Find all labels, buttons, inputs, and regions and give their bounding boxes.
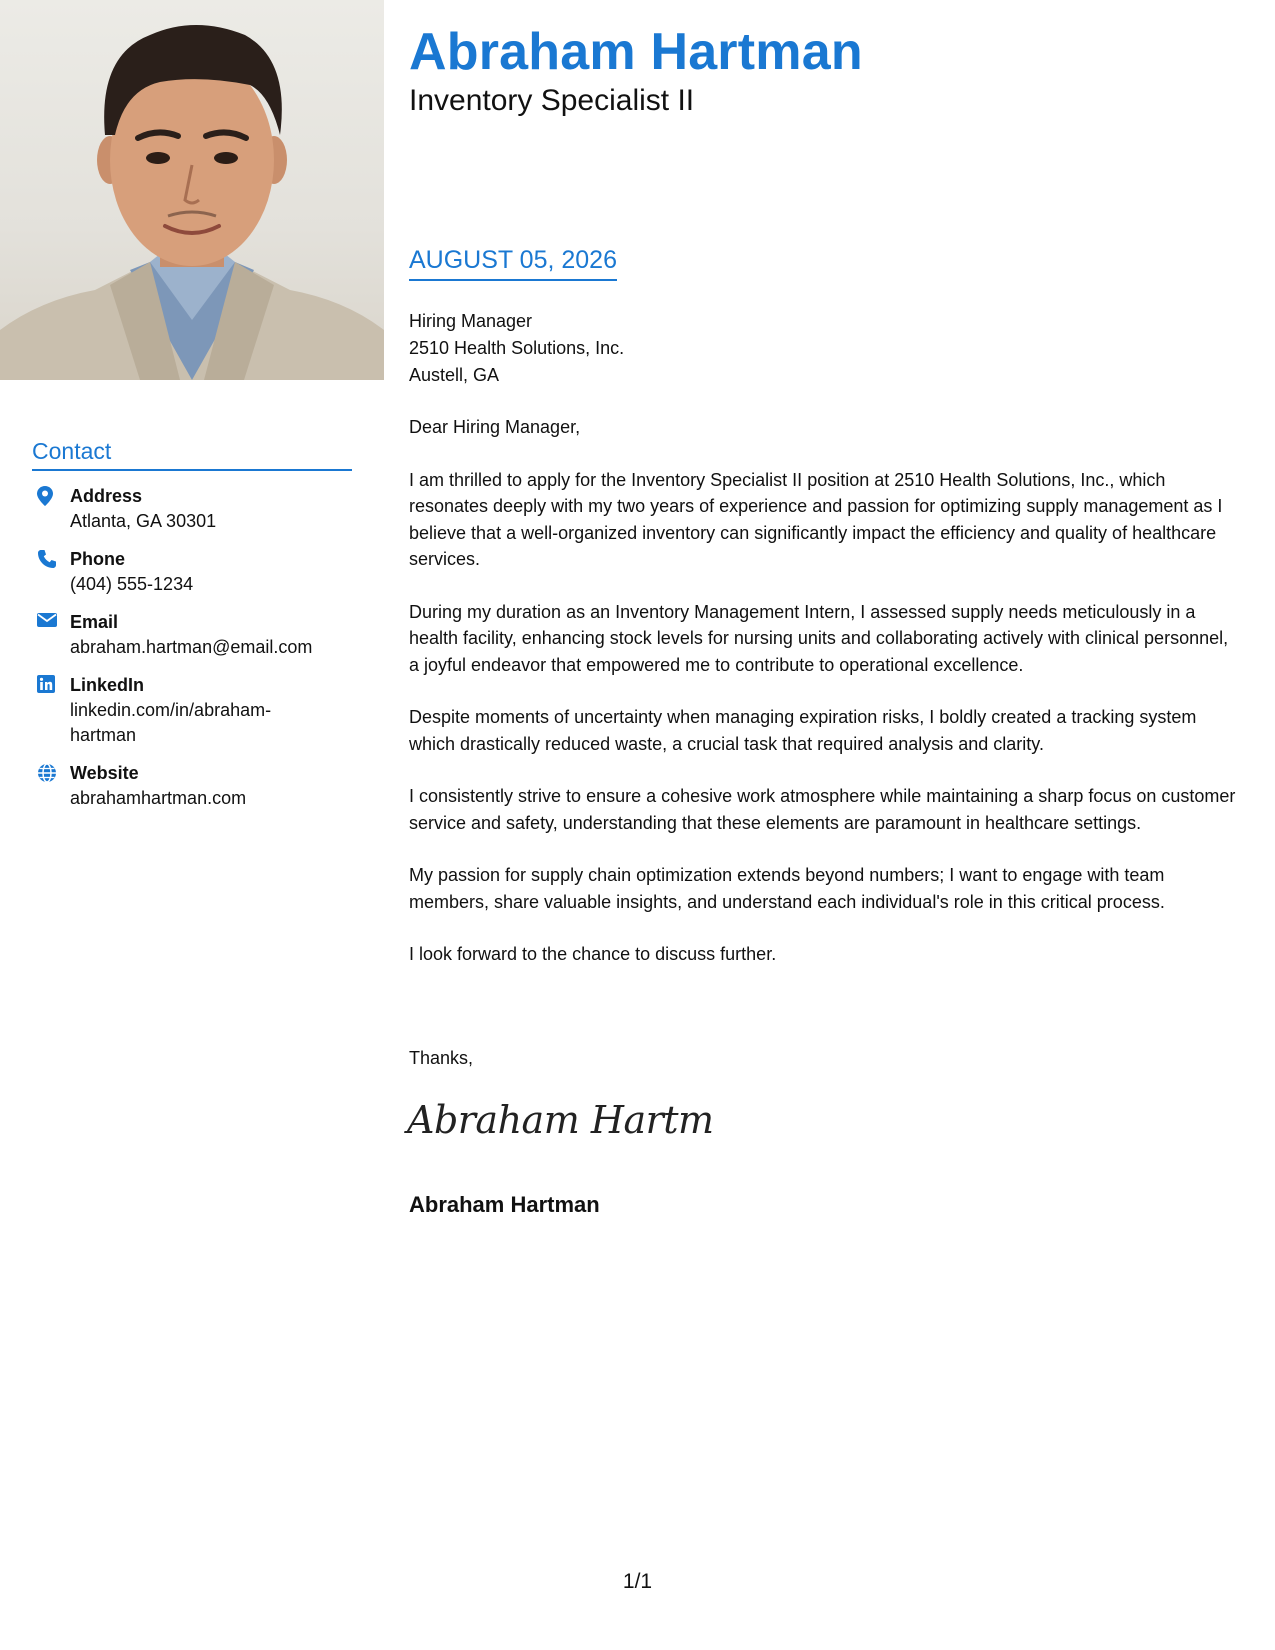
contact-item-email (32, 610, 362, 660)
recipient-line: 2510 Health Solutions, Inc. (409, 338, 625, 358)
signature (407, 1098, 714, 1158)
job-title: Inventory Specialist II (409, 84, 695, 117)
applicant-name: Abraham Hartman (409, 23, 863, 81)
contact-label: LinkedIn (70, 675, 145, 695)
contact-item-linkedin (32, 673, 362, 748)
profile-photo (0, 0, 384, 380)
salutation: Dear Hiring Manager, (409, 417, 581, 437)
contact-item-phone (32, 547, 362, 597)
letter-body (409, 414, 1239, 994)
recipient-block (409, 308, 624, 389)
location-pin-icon (32, 484, 70, 534)
contact-list (32, 484, 362, 824)
closing: Thanks, (409, 1048, 474, 1068)
contact-value: abrahamhartman.com (70, 788, 247, 808)
contact-value: linkedin.com/in/abraham-hartman (70, 700, 272, 745)
recipient-line: Austell, GA (409, 365, 500, 385)
globe-icon (32, 761, 70, 811)
linkedin-icon (32, 673, 70, 748)
contact-value: Atlanta, GA 30301 (70, 511, 217, 531)
contact-value: (404) 555-1234 (70, 574, 194, 594)
letter-paragraph: During my duration as an Inventory Management Intern, I assessed supply needs meticulously in a health facility, enhancing stock levels for nursing units and collaborating actively with clinical personnel, a joyful endeavor that empowered me to contribute to operational excellence. (409, 601, 1229, 675)
page-number: 1/1 (622, 1570, 653, 1593)
contact-item-address (32, 484, 362, 534)
signature-text: Abraham Hartm (407, 1098, 714, 1142)
letter-paragraph: Despite moments of uncertainty when managing expiration risks, I boldly created a tracking system which drastically reduced waste, a crucial task that required analysis and clarity. (409, 707, 1197, 754)
contact-heading: Contact (32, 438, 112, 464)
contact-item-website (32, 761, 362, 811)
phone-icon (32, 547, 70, 597)
email-icon (32, 610, 70, 660)
contact-label: Address (70, 486, 143, 506)
letter-paragraph: My passion for supply chain optimization extends beyond numbers; I want to engage with team members, share valuable insights, and understand each individual's role in this critical process. (409, 865, 1165, 912)
letter-date: AUGUST 05, 2026 (409, 246, 617, 274)
contact-value: abraham.hartman@email.com (70, 637, 313, 657)
letter-paragraph: I am thrilled to apply for the Inventory Specialist II position at 2510 Health Solutions, Inc., which resonates deeply with my two years of experience and passion for optimizing supply management as I believe that a well-organized inventory can significantly impact the efficiency and quality of healthcare services. (409, 469, 1223, 569)
letter-paragraph: I look forward to the chance to discuss further. (409, 944, 777, 964)
contact-label: Website (70, 763, 139, 783)
contact-label: Phone (70, 549, 126, 569)
letter-paragraph: I consistently strive to ensure a cohesive work atmosphere while maintaining a sharp focus on customer service and safety, understanding that these elements are paramount in healthcare settings. (409, 786, 1236, 833)
date-block (409, 248, 617, 281)
contact-label: Email (70, 612, 119, 632)
recipient-line: Hiring Manager (409, 311, 533, 331)
signer-name: Abraham Hartman (409, 1192, 600, 1217)
contact-section-header (32, 438, 352, 471)
